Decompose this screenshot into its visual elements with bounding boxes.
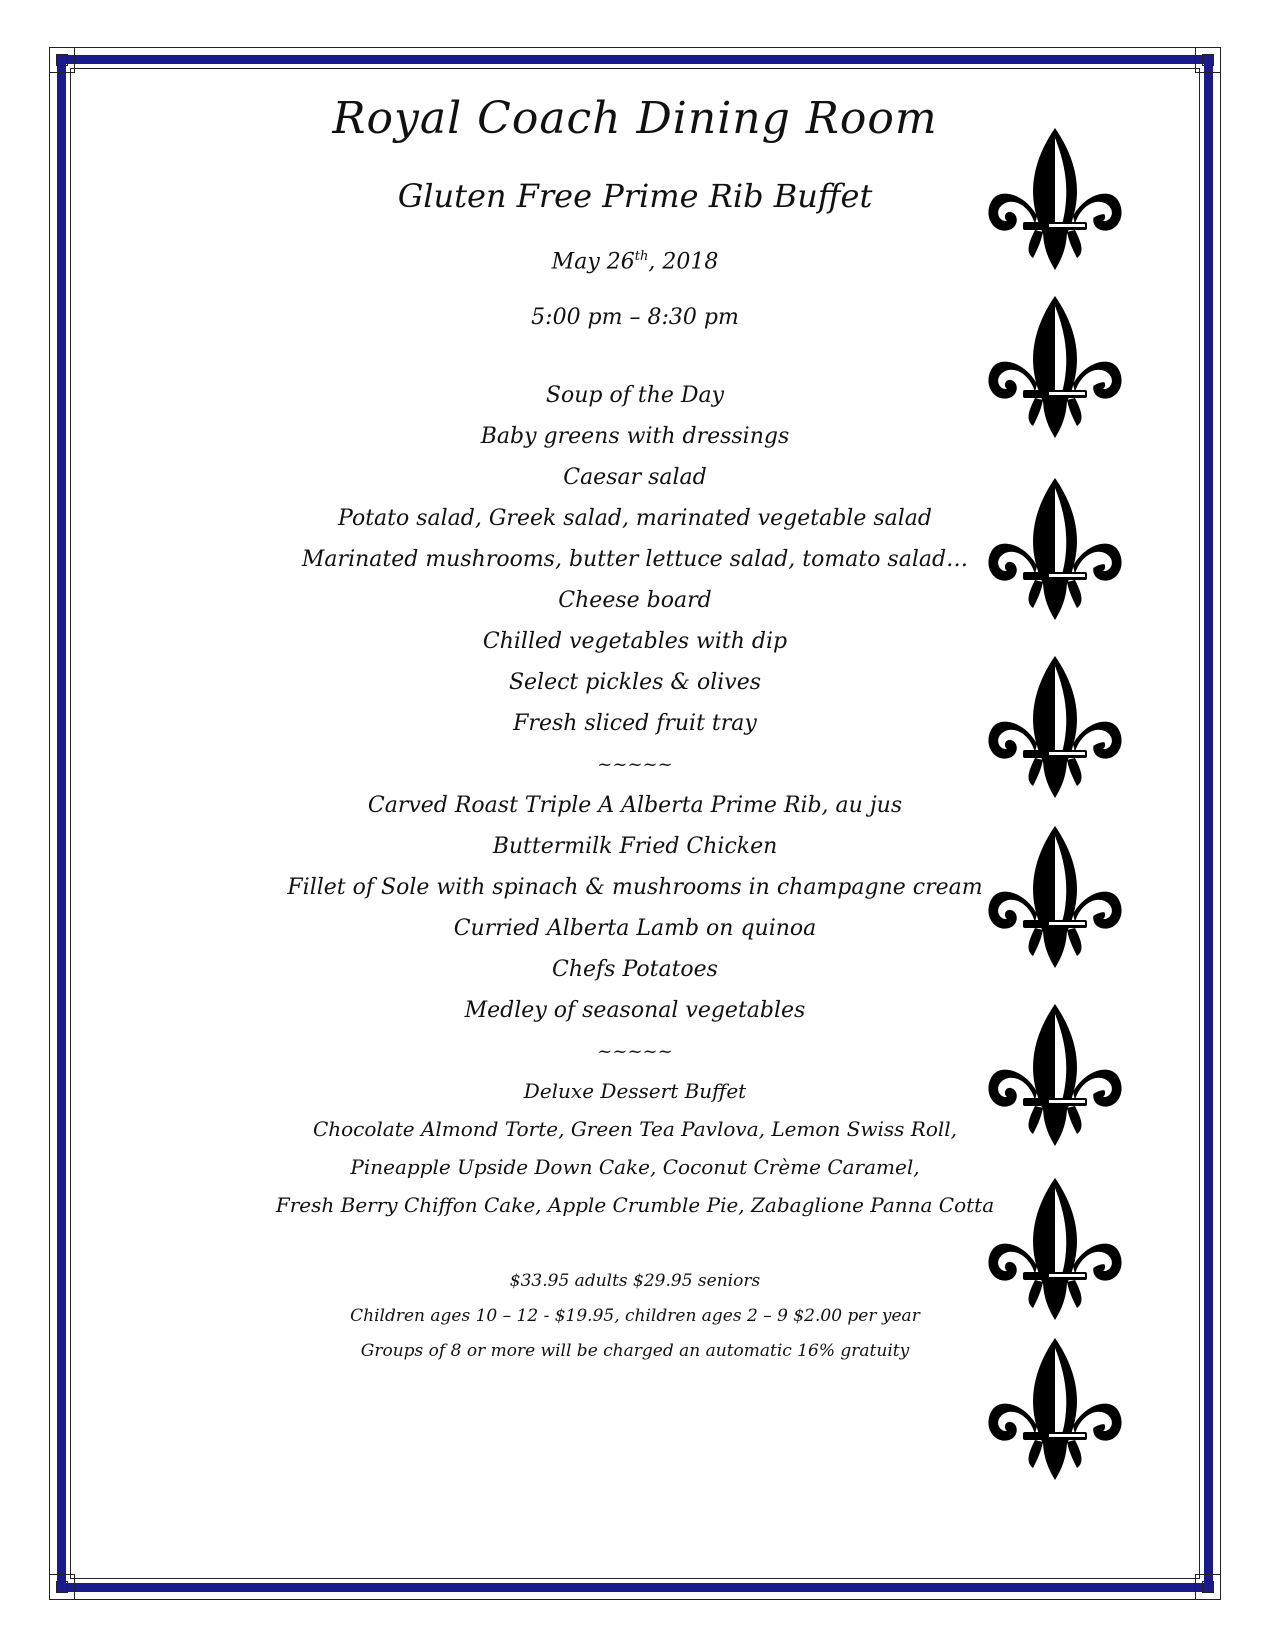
price-line: $33.95 adults $29.95 seniors (509, 1271, 761, 1292)
menu-item: Curried Alberta Lamb on quinoa (453, 916, 817, 942)
price-info (260, 1264, 1010, 1369)
menu-item: Baby greens with dressings (480, 424, 790, 450)
menu-title: Royal Coach Dining Room (332, 93, 938, 144)
dessert-heading: Deluxe Dessert Buffet (523, 1079, 747, 1104)
menu-item: Caesar salad (563, 465, 707, 491)
price-line: Children ages 10 – 12 - $19.95, children ages 2 – 9 $2.00 per year (350, 1306, 920, 1327)
menu-item: Potato salad, Greek salad, marinated vegetable salad (338, 506, 932, 532)
dessert-line: Chocolate Almond Torte, Green Tea Pavlova, Lemon Swiss Roll, (312, 1117, 958, 1142)
fleur-de-lis-icon (985, 474, 1125, 624)
menu-item: Cheese board (558, 588, 712, 614)
menu-item: Carved Roast Triple A Alberta Prime Rib, au jus (367, 793, 903, 819)
corner-ornament-top-right (1195, 47, 1221, 73)
fleur-de-lis-icon (985, 124, 1125, 274)
fleur-de-lis-icon (985, 292, 1125, 442)
date-year: , 2018 (648, 249, 719, 275)
fleur-de-lis-icon (985, 1174, 1125, 1324)
dessert-line: Fresh Berry Chiffon Cake, Apple Crumble Pie, Zabaglione Panna Cotta (275, 1193, 995, 1218)
section-separator: ~~~~~ (597, 754, 673, 776)
menu-subtitle: Gluten Free Prime Rib Buffet (397, 177, 873, 215)
event-date (260, 242, 1010, 277)
corner-ornament-bottom-right (1195, 1574, 1221, 1600)
price-line: Groups of 8 or more will be charged an automatic 16% gratuity (360, 1341, 910, 1362)
fleur-de-lis-icon (985, 822, 1125, 972)
menu-item: Marinated mushrooms, butter lettuce salad, tomato salad… (301, 547, 969, 573)
date-suffix: th (634, 249, 649, 264)
menu-content (260, 88, 1010, 1369)
menu-item: Fillet of Sole with spinach & mushrooms in champagne cream (287, 875, 983, 901)
date-main: May 26 (551, 249, 635, 275)
fleur-de-lis-icon (985, 1000, 1125, 1150)
fleur-de-lis-icon (985, 1334, 1125, 1484)
fleur-de-lis-column (985, 120, 1125, 1490)
menu-item: Chefs Potatoes (552, 957, 718, 983)
menu-item: Buttermilk Fried Chicken (492, 834, 778, 860)
menu-item: Select pickles & olives (508, 670, 762, 696)
fleur-de-lis-icon (985, 652, 1125, 802)
menu-item: Fresh sliced fruit tray (513, 711, 757, 737)
corner-ornament-bottom-left (49, 1574, 75, 1600)
section-separator: ~~~~~ (597, 1041, 673, 1063)
menu-items (260, 375, 1010, 1224)
menu-item: Chilled vegetables with dip (482, 629, 788, 655)
corner-ornament-top-left (49, 47, 75, 73)
menu-item: Soup of the Day (545, 383, 725, 409)
event-time: 5:00 pm – 8:30 pm (531, 305, 739, 331)
dessert-line: Pineapple Upside Down Cake, Coconut Crème Caramel, (350, 1155, 920, 1180)
menu-item: Medley of seasonal vegetables (464, 998, 806, 1024)
